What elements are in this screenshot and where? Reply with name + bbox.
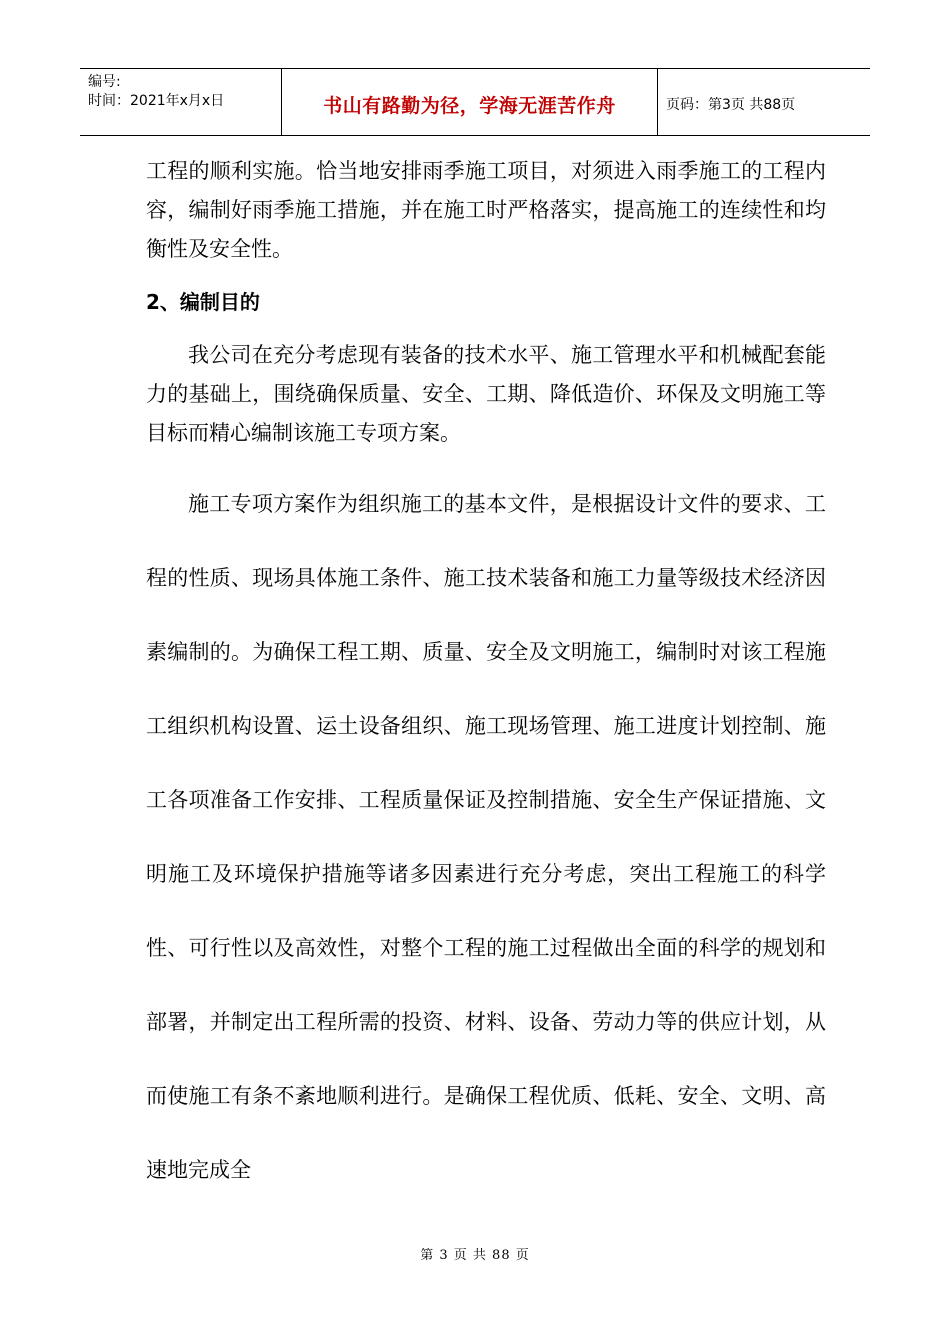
page-footer — [0, 1244, 950, 1263]
paragraph-3: 施工专项方案作为组织施工的基本文件，是根据设计文件的要求、工程的性质、现场具体施工条件、施工技术装备和施工力量等级技术经济因素编制的。为确保工程工期、质量、安全及文明施工，编制时对该工程施工组织机构设置、运土设备组织、施工现场管理、施工进度计划控制、施工各项准备工作安排、工程质量保证及控制措施、安全生产保证措施、文明施工及环境保护措施等诸多因素进行充分考虑，突出工程施工的科学性、可行性以及高效性，对整个工程的施工过程做出全面的科学的规划和部署，并制定出工程所需的投资、材料、设备、劳动力等的供应计划，从而使施工有条不紊地顺利进行。是确保工程优质、低耗、安全、文明、高速地完成全 — [146, 492, 826, 1182]
header-meta — [80, 69, 282, 135]
paragraph-gap — [146, 453, 826, 467]
header-page-info: 页码：第3页 共88页 — [666, 97, 796, 113]
header-motto: 书山有路勤为径，学海无涯苦作舟 — [323, 94, 616, 117]
header-motto-cell — [282, 69, 658, 135]
footer-page-number: 第 3 页 共 88 页 — [420, 1248, 530, 1263]
document-header — [80, 68, 870, 136]
time-label: 时间：2021年x月x日 — [88, 93, 225, 109]
document-body — [146, 152, 826, 1207]
section-heading-2: 2、编制目的 — [146, 290, 260, 314]
header-page-info-cell — [658, 69, 870, 135]
number-label: 编号: — [88, 74, 121, 90]
paragraph-1: 工程的顺利实施。恰当地安排雨季施工项目，对须进入雨季施工的工程内容，编制好雨季施工措施，并在施工时严格落实，提高施工的连续性和均衡性及安全性。 — [146, 159, 826, 261]
paragraph-2: 我公司在充分考虑现有装备的技术水平、施工管理水平和机械配套能力的基础上，围绕确保质量、安全、工期、降低造价、环保及文明施工等目标而精心编制该施工专项方案。 — [146, 343, 826, 445]
